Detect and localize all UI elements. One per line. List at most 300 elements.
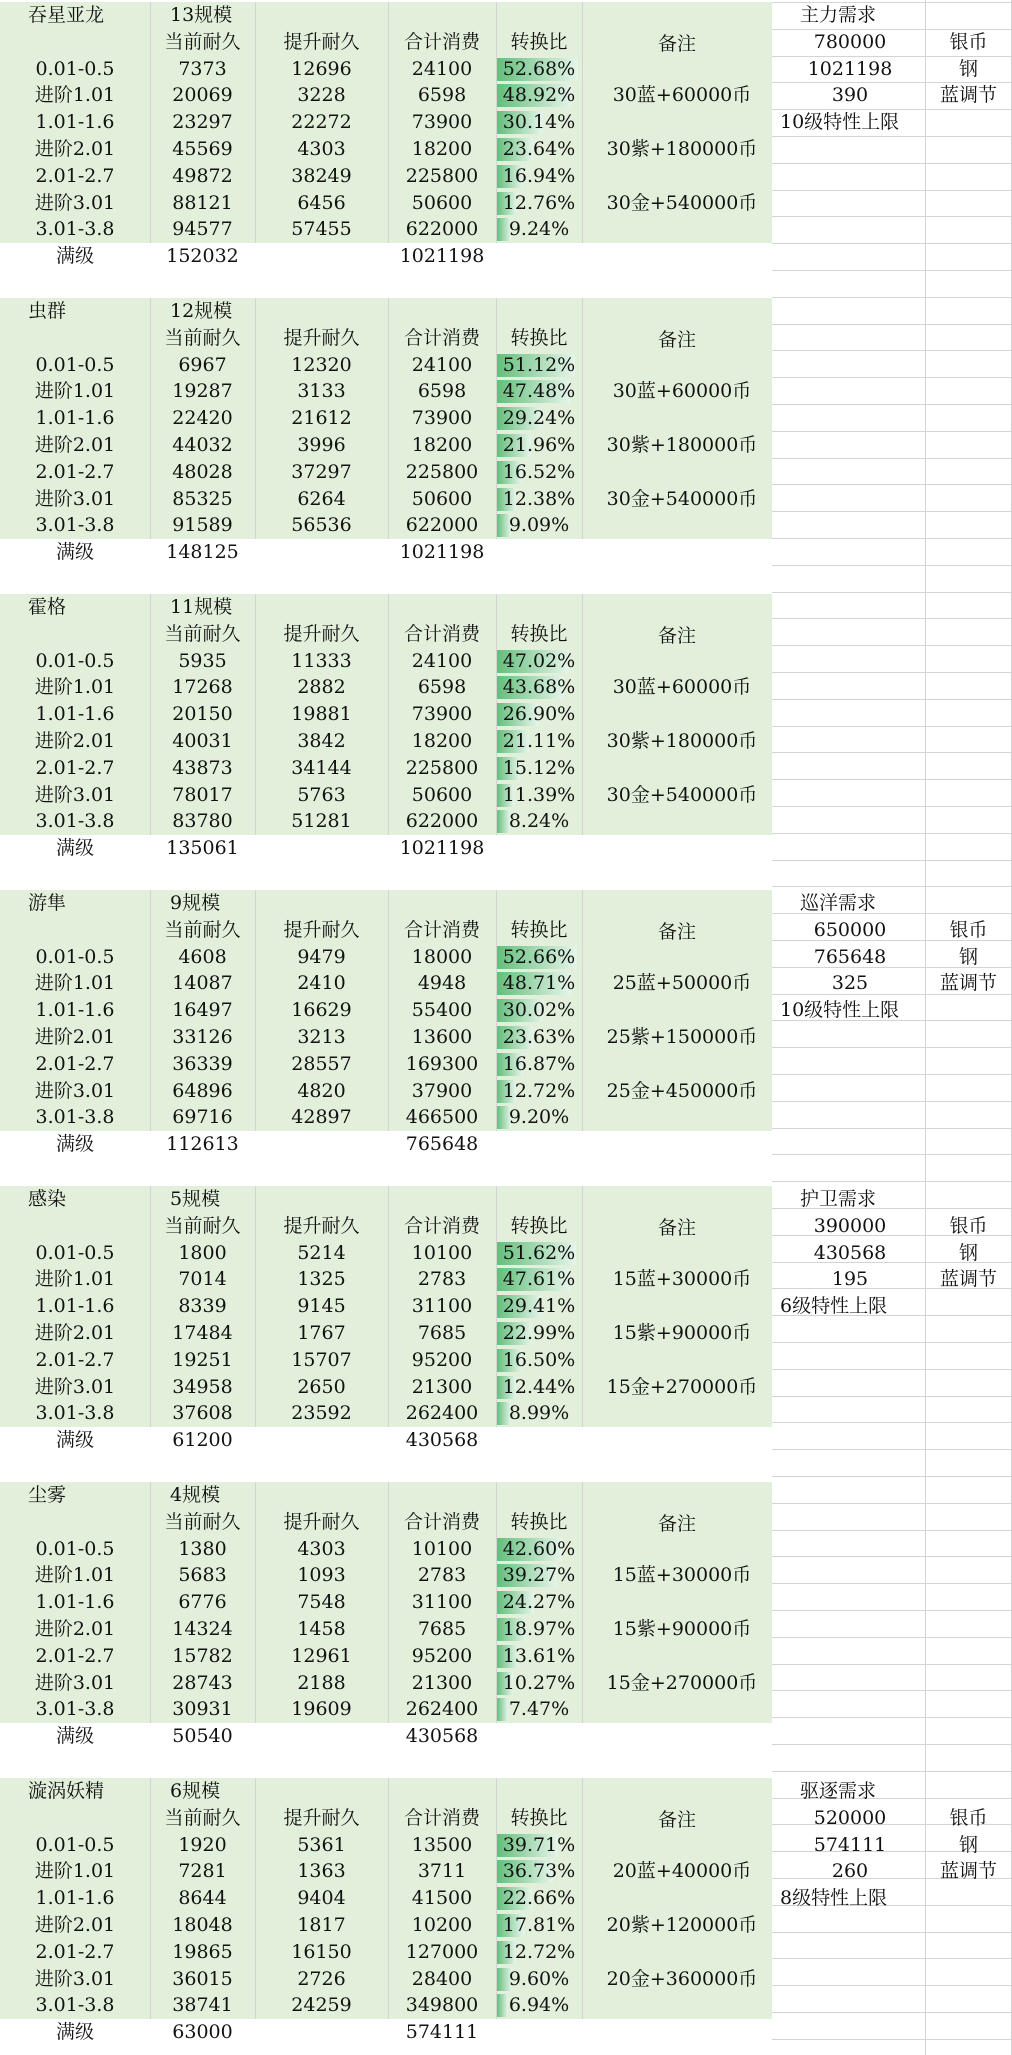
row-current: 5935 [178,649,227,672]
row-increase [255,835,388,862]
row-ratio: 51.12% [502,353,576,376]
header-note: 备注 [657,328,696,351]
row-note [592,1536,772,1563]
side-silver-label: 银币 [949,30,988,53]
grid-line [772,243,1012,244]
row-note [592,808,772,835]
row-range: 3.01-3.8 [35,1402,115,1425]
row-increase: 3133 [297,380,346,403]
row-ratio [496,2019,582,2046]
grid-line [772,350,1012,351]
row-range: 0.01-0.5 [35,1833,115,1856]
row-increase [255,243,388,270]
row-increase: 7548 [297,1591,346,1614]
row-current: 1380 [178,1537,227,1560]
row-note: 30紫+180000币 [606,730,758,752]
row-total: 574111 [405,2021,479,2044]
row-increase: 6264 [297,487,346,510]
row-total: 430568 [405,1429,479,1452]
row-current: 33126 [172,1026,233,1048]
row-range: 进阶1.01 [34,84,116,107]
section-name: 虫群 [28,300,67,322]
grid-line [772,1369,1012,1370]
row-current: 83780 [172,810,233,833]
section-name: 感染 [28,1188,67,1210]
grid-line [772,1154,1012,1155]
row-current: 19251 [172,1348,233,1371]
side-tuner: 260 [831,1860,869,1883]
row-note [592,1885,772,1912]
side-steel: 1021198 [807,57,893,80]
row-ratio: 23.64% [502,138,576,160]
row-ratio: 47.48% [502,380,576,403]
row-ratio: 8.24% [508,810,570,833]
side-title: 主力需求 [800,4,877,26]
row-total: 466500 [405,1106,479,1129]
row-ratio [496,539,582,566]
row-ratio: 12.72% [502,1940,576,1963]
side-tuner: 390 [831,84,869,107]
row-ratio: 15.12% [502,756,576,779]
row-increase: 22272 [291,111,352,134]
row-ratio: 12.72% [502,1079,576,1102]
row-total: 41500 [411,1887,473,1910]
row-range: 2.01-2.7 [35,460,115,483]
row-range: 1.01-1.6 [35,1887,115,1910]
grid-line [772,1530,1012,1531]
grid-line [772,1610,1012,1611]
row-total: 50600 [411,487,473,510]
row-increase [255,1427,388,1454]
header-total: 合计消费 [403,622,480,645]
row-note [592,701,772,728]
row-ratio: 12.44% [502,1375,576,1398]
side-tuner-label: 蓝调节 [939,1860,997,1883]
row-current: 20150 [172,703,233,726]
row-range: 进阶2.01 [34,1914,116,1936]
row-range: 0.01-0.5 [35,57,115,80]
row-total: 430568 [405,1725,479,1748]
row-note: 30蓝+60000币 [612,84,752,107]
row-ratio [496,835,582,862]
section-scale: 13规模 [170,4,233,26]
grid-line [772,324,1012,325]
row-ratio: 16.50% [502,1348,576,1371]
section-name: 游隼 [28,892,67,914]
row-total: 349800 [405,1994,479,2017]
section-scale: 12规模 [170,300,233,322]
row-ratio: 52.68% [502,57,576,80]
row-total: 24100 [411,57,473,80]
header-total: 合计消费 [403,1510,480,1533]
row-current: 18048 [172,1914,233,1936]
grid-line [772,1396,1012,1397]
row-note [592,352,772,379]
row-range: 进阶3.01 [34,191,116,214]
header-total: 合计消费 [403,1806,480,1829]
grid-line [772,645,1012,646]
side-silver: 650000 [813,918,887,941]
grid-line [772,1583,1012,1584]
row-note: 15金+270000币 [606,1375,758,1398]
row-increase: 56536 [291,514,352,537]
row-ratio: 9.60% [508,1967,570,1990]
section-scale: 9规模 [170,892,221,914]
row-total: 95200 [411,1644,473,1667]
row-range: 进阶2.01 [34,434,116,456]
row-note: 20金+360000币 [606,1967,758,1990]
row-ratio: 24.27% [502,1591,576,1614]
row-note [592,1939,772,1966]
row-ratio: 7.47% [508,1698,570,1721]
row-note: 30蓝+60000币 [612,676,752,699]
row-ratio: 21.96% [502,434,576,456]
row-ratio: 42.60% [502,1537,576,1560]
grid-line [772,216,1012,217]
row-current: 50540 [172,1725,233,1748]
row-current: 34958 [172,1375,233,1398]
row-note [592,1832,772,1859]
grid-line [772,699,1012,700]
row-note [592,835,772,862]
row-range: 1.01-1.6 [35,111,115,134]
row-current: 22420 [172,407,233,430]
header-increase: 提升耐久 [283,1806,360,1829]
section-name: 尘雾 [28,1484,67,1506]
row-range: 0.01-0.5 [35,1537,115,1560]
grid-line [772,1476,1012,1477]
row-total: 37900 [411,1079,473,1102]
row-ratio: 16.87% [502,1052,576,1075]
row-increase: 5361 [297,1833,346,1856]
row-note [592,2019,772,2046]
row-ratio: 47.02% [502,649,576,672]
grid-line [772,860,1012,861]
row-total: 6598 [417,676,467,699]
grid-line [772,1637,1012,1638]
row-range: 3.01-3.8 [35,810,115,833]
row-ratio: 18.97% [502,1618,576,1640]
row-current: 148125 [166,541,239,564]
row-current: 23297 [172,111,233,134]
row-range: 3.01-3.8 [35,218,115,241]
row-range: 满级 [55,1133,94,1156]
row-note [592,1400,772,1427]
row-note [592,163,772,190]
row-current: 63000 [172,2021,233,2044]
header-increase: 提升耐久 [283,30,360,53]
row-total: 3711 [417,1860,467,1883]
row-current: 36015 [172,1967,233,1990]
row-current: 69716 [172,1106,233,1129]
row-increase: 9145 [297,1295,346,1318]
row-total: 1021198 [399,541,485,564]
grid-line [772,592,1012,593]
row-ratio: 16.52% [502,460,576,483]
row-current: 91589 [172,514,233,537]
row-note [592,1347,772,1374]
grid-line [772,1771,1012,1772]
row-increase: 3842 [297,730,346,752]
side-cap: 10级特性上限 [780,111,900,134]
header-current: 当前耐久 [164,30,241,53]
row-total: 24100 [411,353,473,376]
row-range: 1.01-1.6 [35,1591,115,1614]
row-increase: 21612 [291,407,352,430]
row-increase: 1767 [297,1322,346,1344]
row-note: 25紫+150000币 [606,1026,758,1048]
grid-line [772,1503,1012,1504]
row-range: 0.01-0.5 [35,649,115,672]
grid-line [772,538,1012,539]
row-note [592,1696,772,1723]
row-increase: 24259 [291,1994,352,2017]
side-cap: 10级特性上限 [780,999,900,1022]
row-current: 19865 [172,1940,233,1963]
section-name: 吞星亚龙 [28,4,105,26]
header-ratio: 转换比 [510,1510,568,1533]
grid-line [772,404,1012,405]
side-silver-label: 银币 [949,918,988,941]
row-increase: 16629 [291,999,352,1022]
row-range: 1.01-1.6 [35,407,115,430]
grid-line [772,1556,1012,1557]
grid-line [772,833,1012,834]
row-total: 622000 [405,218,479,241]
row-ratio [496,1131,582,1158]
row-increase: 3213 [297,1026,346,1048]
row-range: 进阶1.01 [34,1268,116,1291]
row-current: 6967 [178,353,227,376]
row-increase: 9404 [297,1887,346,1910]
row-total: 1021198 [399,837,485,860]
row-total: 127000 [405,1940,479,1963]
row-note: 15蓝+30000币 [612,1564,752,1587]
row-ratio: 30.02% [502,999,576,1022]
grid-line [772,1449,1012,1450]
row-range: 3.01-3.8 [35,1106,115,1129]
row-total: 262400 [405,1698,479,1721]
grid-line [772,163,1012,164]
row-current: 37608 [172,1402,233,1425]
row-range: 进阶2.01 [34,1026,116,1048]
row-ratio: 26.90% [502,703,576,726]
row-total: 2783 [417,1268,467,1291]
row-current: 94577 [172,218,233,241]
header-ratio: 转换比 [510,1806,568,1829]
row-range: 进阶2.01 [34,1618,116,1640]
row-range: 进阶1.01 [34,380,116,403]
row-range: 0.01-0.5 [35,945,115,968]
row-range: 进阶2.01 [34,138,116,160]
row-increase: 2188 [297,1671,346,1694]
row-note: 15紫+90000币 [612,1618,752,1640]
header-ratio: 转换比 [510,918,568,941]
header-note: 备注 [657,1808,696,1831]
row-increase: 6456 [297,191,346,214]
grid-line [772,1101,1012,1102]
row-range: 进阶3.01 [34,487,116,510]
row-ratio: 43.68% [502,676,576,699]
section-name: 霍格 [28,596,67,618]
row-note [592,56,772,83]
row-note [592,997,772,1024]
row-range: 3.01-3.8 [35,514,115,537]
row-range: 满级 [55,541,94,564]
row-range: 进阶2.01 [34,1322,116,1344]
header-ratio: 转换比 [510,622,568,645]
row-ratio: 30.14% [502,111,576,134]
grid-line [772,1690,1012,1691]
row-range: 进阶1.01 [34,1564,116,1587]
header-current: 当前耐久 [164,1806,241,1829]
side-silver: 780000 [813,30,887,53]
grid-line [772,1932,1012,1933]
row-range: 满级 [55,2021,94,2044]
row-total: 6598 [417,84,467,107]
row-note [592,216,772,243]
grid-line [772,806,1012,807]
row-range: 进阶3.01 [34,1967,116,1990]
grid-line [772,779,1012,780]
side-tuner-label: 蓝调节 [939,972,997,995]
grid-line [772,618,1012,619]
row-ratio: 23.63% [502,1026,576,1048]
side-title: 巡洋需求 [800,892,877,914]
row-total: 73900 [411,111,473,134]
row-increase [255,2019,388,2046]
row-total: 24100 [411,649,473,672]
header-current: 当前耐久 [164,1510,241,1533]
grid-line [772,458,1012,459]
row-increase [255,539,388,566]
row-note [592,459,772,486]
row-increase: 28557 [291,1052,352,1075]
row-note: 20紫+120000币 [606,1914,758,1936]
row-increase: 2726 [297,1967,346,1990]
row-total: 31100 [411,1591,473,1614]
grid-line [772,1958,1012,1959]
side-steel: 765648 [813,945,887,968]
row-current: 5683 [178,1564,227,1587]
row-range: 0.01-0.5 [35,353,115,376]
row-current: 14087 [172,972,233,995]
row-total: 1021198 [399,245,485,268]
row-range: 进阶3.01 [34,1375,116,1398]
row-ratio: 17.81% [502,1914,576,1936]
row-increase: 2882 [297,676,346,699]
header-note: 备注 [657,920,696,943]
row-ratio: 29.24% [502,407,576,430]
row-current: 38741 [172,1994,233,2017]
row-current: 6776 [178,1591,227,1614]
row-current: 152032 [166,245,239,268]
side-steel-label: 钢 [958,1241,978,1264]
row-increase: 1817 [297,1914,346,1936]
side-tuner-label: 蓝调节 [939,84,997,107]
grid-line [772,1074,1012,1075]
row-ratio: 48.92% [502,84,576,107]
header-ratio: 转换比 [510,326,568,349]
row-ratio: 12.38% [502,487,576,510]
header-ratio: 转换比 [510,1214,568,1237]
row-ratio: 11.39% [502,783,576,806]
row-note [592,1723,772,1750]
grid-line [772,1717,1012,1718]
row-increase: 1363 [297,1860,346,1883]
grid-line [772,886,1012,887]
side-steel: 574111 [813,1833,887,1856]
row-ratio: 22.99% [502,1322,576,1344]
grid-line [772,672,1012,673]
row-increase: 15707 [291,1348,352,1371]
grid-line [772,726,1012,727]
row-ratio: 8.99% [508,1402,570,1425]
row-range: 0.01-0.5 [35,1241,115,1264]
row-increase: 42897 [291,1106,352,1129]
row-ratio: 9.20% [508,1106,570,1129]
side-steel-label: 钢 [958,945,978,968]
header-ratio: 转换比 [510,30,568,53]
row-current: 88121 [172,191,233,214]
row-current: 4608 [178,945,227,968]
side-steel: 430568 [813,1241,887,1264]
row-current: 61200 [172,1429,233,1452]
row-increase: 19609 [291,1698,352,1721]
row-ratio: 16.94% [502,164,576,187]
row-increase: 4303 [297,1537,346,1560]
grid-line [772,431,1012,432]
row-increase: 2650 [297,1375,346,1398]
row-ratio: 48.71% [502,972,576,995]
header-increase: 提升耐久 [283,326,360,349]
row-range: 进阶3.01 [34,1079,116,1102]
row-range: 进阶3.01 [34,783,116,806]
row-total: 4948 [417,972,467,995]
row-total: 18200 [411,138,473,160]
row-note [592,944,772,971]
row-increase: 1093 [297,1564,346,1587]
grid-line [772,2012,1012,2013]
row-current: 8339 [178,1295,227,1318]
row-range: 2.01-2.7 [35,1052,115,1075]
row-note [592,1427,772,1454]
row-note [592,1589,772,1616]
row-total: 18000 [411,945,473,968]
row-total: 13600 [411,1026,473,1048]
row-increase: 51281 [291,810,352,833]
section-scale: 6规模 [170,1780,221,1802]
row-total: 28400 [411,1967,473,1990]
grid-line [772,1181,1012,1182]
grid-line [772,190,1012,191]
side-steel-label: 钢 [958,57,978,80]
header-total: 合计消费 [403,30,480,53]
row-current: 36339 [172,1052,233,1075]
row-current: 7373 [178,57,227,80]
row-increase: 11333 [291,649,352,672]
side-silver-label: 银币 [949,1214,988,1237]
row-note: 30紫+180000币 [606,138,758,160]
row-note [592,1131,772,1158]
row-current: 7281 [178,1860,227,1883]
row-increase: 3996 [297,434,346,456]
grid-line [772,1047,1012,1048]
row-range: 满级 [55,1429,94,1452]
row-range: 2.01-2.7 [35,1940,115,1963]
row-current: 14324 [172,1618,233,1640]
row-note [592,539,772,566]
